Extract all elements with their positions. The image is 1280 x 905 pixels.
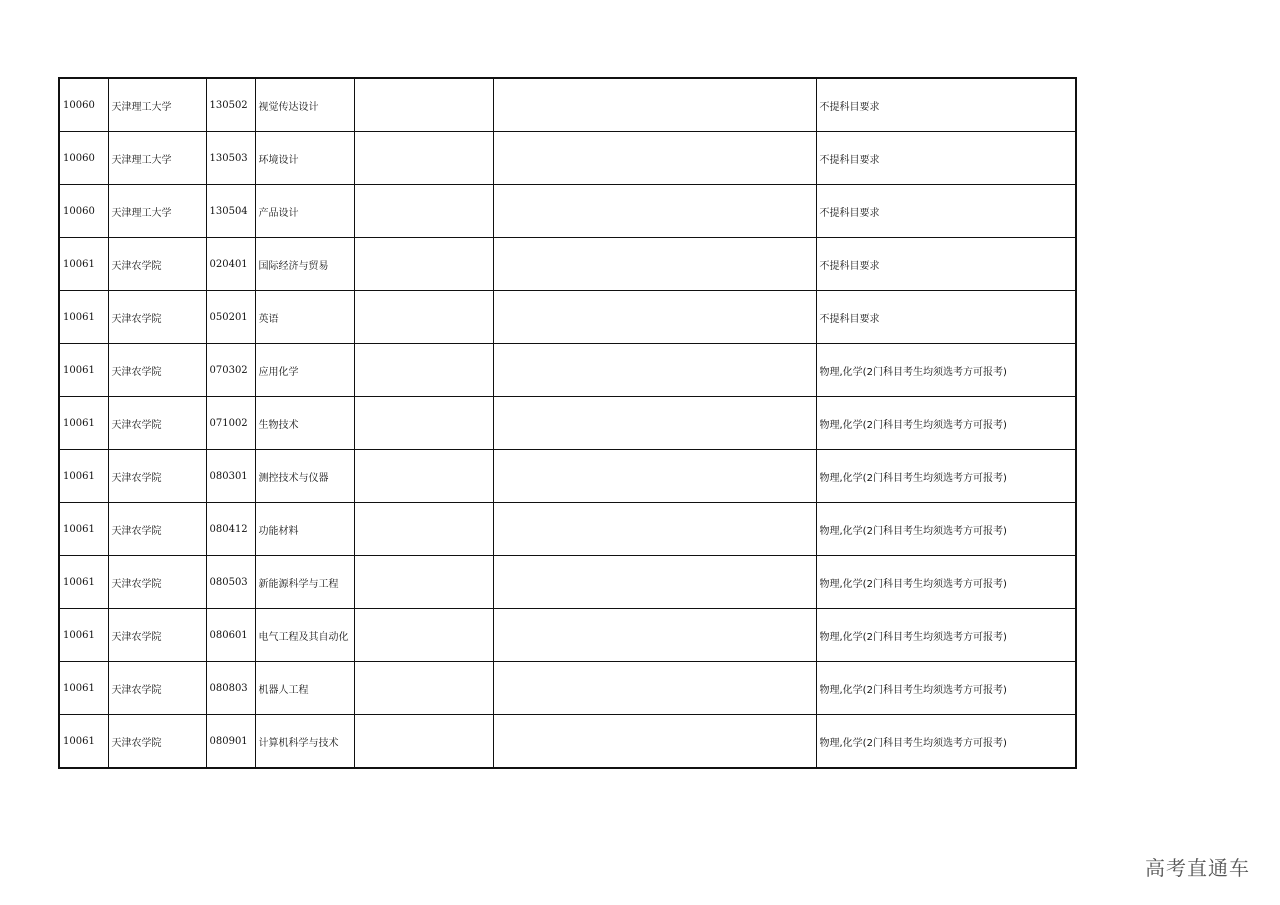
table-row: [59, 397, 1076, 450]
school-code-cell: 10061: [59, 715, 108, 769]
subject-requirement-cell: 物理,化学(2门科目考生均须选考方可报考): [816, 715, 1076, 769]
major-code-cell: 080601: [206, 609, 255, 662]
table-row: [59, 238, 1076, 291]
table-row: [59, 609, 1076, 662]
school-code-cell: 10060: [59, 78, 108, 132]
subject-requirement-cell: 不提科目要求: [816, 238, 1076, 291]
table-row: [59, 291, 1076, 344]
empty-cell: [354, 185, 493, 238]
empty-cell: [354, 132, 493, 185]
major-code-cell: 071002: [206, 397, 255, 450]
subject-requirement-cell: 物理,化学(2门科目考生均须选考方可报考): [816, 503, 1076, 556]
empty-cell: [493, 397, 816, 450]
empty-cell: [493, 609, 816, 662]
school-code-cell: 10061: [59, 238, 108, 291]
major-code-cell: 080301: [206, 450, 255, 503]
school-name-cell: 天津农学院: [108, 291, 206, 344]
major-name-cell: 机器人工程: [255, 662, 354, 715]
major-name-cell: 测控技术与仪器: [255, 450, 354, 503]
major-code-cell: 080803: [206, 662, 255, 715]
empty-cell: [493, 662, 816, 715]
major-code-cell: 130504: [206, 185, 255, 238]
school-code-cell: 10061: [59, 609, 108, 662]
school-name-cell: 天津农学院: [108, 397, 206, 450]
school-code-cell: 10061: [59, 344, 108, 397]
table-row: [59, 715, 1076, 769]
major-name-cell: 环境设计: [255, 132, 354, 185]
table-row: [59, 185, 1076, 238]
empty-cell: [493, 78, 816, 132]
table-row: [59, 556, 1076, 609]
major-name-cell: 电气工程及其自动化: [255, 609, 354, 662]
empty-cell: [354, 291, 493, 344]
major-name-cell: 产品设计: [255, 185, 354, 238]
subject-requirement-cell: 物理,化学(2门科目考生均须选考方可报考): [816, 556, 1076, 609]
subject-requirement-cell: 物理,化学(2门科目考生均须选考方可报考): [816, 344, 1076, 397]
empty-cell: [493, 238, 816, 291]
empty-cell: [354, 715, 493, 769]
watermark-text: 高考直通车: [1145, 856, 1250, 880]
school-name-cell: 天津农学院: [108, 450, 206, 503]
major-name-cell: 英语: [255, 291, 354, 344]
empty-cell: [493, 556, 816, 609]
school-name-cell: 天津理工大学: [108, 78, 206, 132]
school-name-cell: 天津理工大学: [108, 185, 206, 238]
major-name-cell: 视觉传达设计: [255, 78, 354, 132]
school-name-cell: 天津农学院: [108, 238, 206, 291]
empty-cell: [493, 715, 816, 769]
school-name-cell: 天津农学院: [108, 662, 206, 715]
empty-cell: [354, 344, 493, 397]
subject-requirement-cell: 物理,化学(2门科目考生均须选考方可报考): [816, 609, 1076, 662]
subject-requirement-cell: 不提科目要求: [816, 132, 1076, 185]
empty-cell: [493, 132, 816, 185]
school-name-cell: 天津理工大学: [108, 132, 206, 185]
empty-cell: [354, 238, 493, 291]
table-row: [59, 344, 1076, 397]
school-name-cell: 天津农学院: [108, 556, 206, 609]
school-name-cell: 天津农学院: [108, 503, 206, 556]
empty-cell: [493, 185, 816, 238]
school-code-cell: 10061: [59, 397, 108, 450]
table-row: [59, 132, 1076, 185]
school-code-cell: 10061: [59, 503, 108, 556]
major-code-cell: 080901: [206, 715, 255, 769]
major-name-cell: 新能源科学与工程: [255, 556, 354, 609]
table-row: [59, 78, 1076, 132]
subject-requirements-table: [58, 77, 1077, 769]
major-code-cell: 130503: [206, 132, 255, 185]
school-name-cell: 天津农学院: [108, 609, 206, 662]
subject-requirement-cell: 不提科目要求: [816, 185, 1076, 238]
major-code-cell: 050201: [206, 291, 255, 344]
table-row: [59, 503, 1076, 556]
major-name-cell: 应用化学: [255, 344, 354, 397]
school-code-cell: 10061: [59, 662, 108, 715]
major-code-cell: 130502: [206, 78, 255, 132]
empty-cell: [493, 503, 816, 556]
school-code-cell: 10061: [59, 556, 108, 609]
major-name-cell: 国际经济与贸易: [255, 238, 354, 291]
subject-requirement-cell: 不提科目要求: [816, 78, 1076, 132]
school-name-cell: 天津农学院: [108, 344, 206, 397]
subject-requirement-cell: 物理,化学(2门科目考生均须选考方可报考): [816, 662, 1076, 715]
empty-cell: [354, 662, 493, 715]
empty-cell: [354, 450, 493, 503]
subject-requirement-cell: 物理,化学(2门科目考生均须选考方可报考): [816, 450, 1076, 503]
empty-cell: [354, 78, 493, 132]
major-name-cell: 计算机科学与技术: [255, 715, 354, 769]
school-name-cell: 天津农学院: [108, 715, 206, 769]
major-code-cell: 080503: [206, 556, 255, 609]
empty-cell: [493, 450, 816, 503]
school-code-cell: 10060: [59, 185, 108, 238]
empty-cell: [354, 397, 493, 450]
major-code-cell: 020401: [206, 238, 255, 291]
major-code-cell: 070302: [206, 344, 255, 397]
major-code-cell: 080412: [206, 503, 255, 556]
subject-requirement-cell: 物理,化学(2门科目考生均须选考方可报考): [816, 397, 1076, 450]
table-row: [59, 662, 1076, 715]
empty-cell: [493, 344, 816, 397]
school-code-cell: 10060: [59, 132, 108, 185]
table-body: [59, 78, 1076, 768]
major-name-cell: 生物技术: [255, 397, 354, 450]
empty-cell: [354, 609, 493, 662]
school-code-cell: 10061: [59, 450, 108, 503]
empty-cell: [354, 503, 493, 556]
subject-requirement-cell: 不提科目要求: [816, 291, 1076, 344]
major-name-cell: 功能材料: [255, 503, 354, 556]
empty-cell: [493, 291, 816, 344]
school-code-cell: 10061: [59, 291, 108, 344]
table-row: [59, 450, 1076, 503]
empty-cell: [354, 556, 493, 609]
